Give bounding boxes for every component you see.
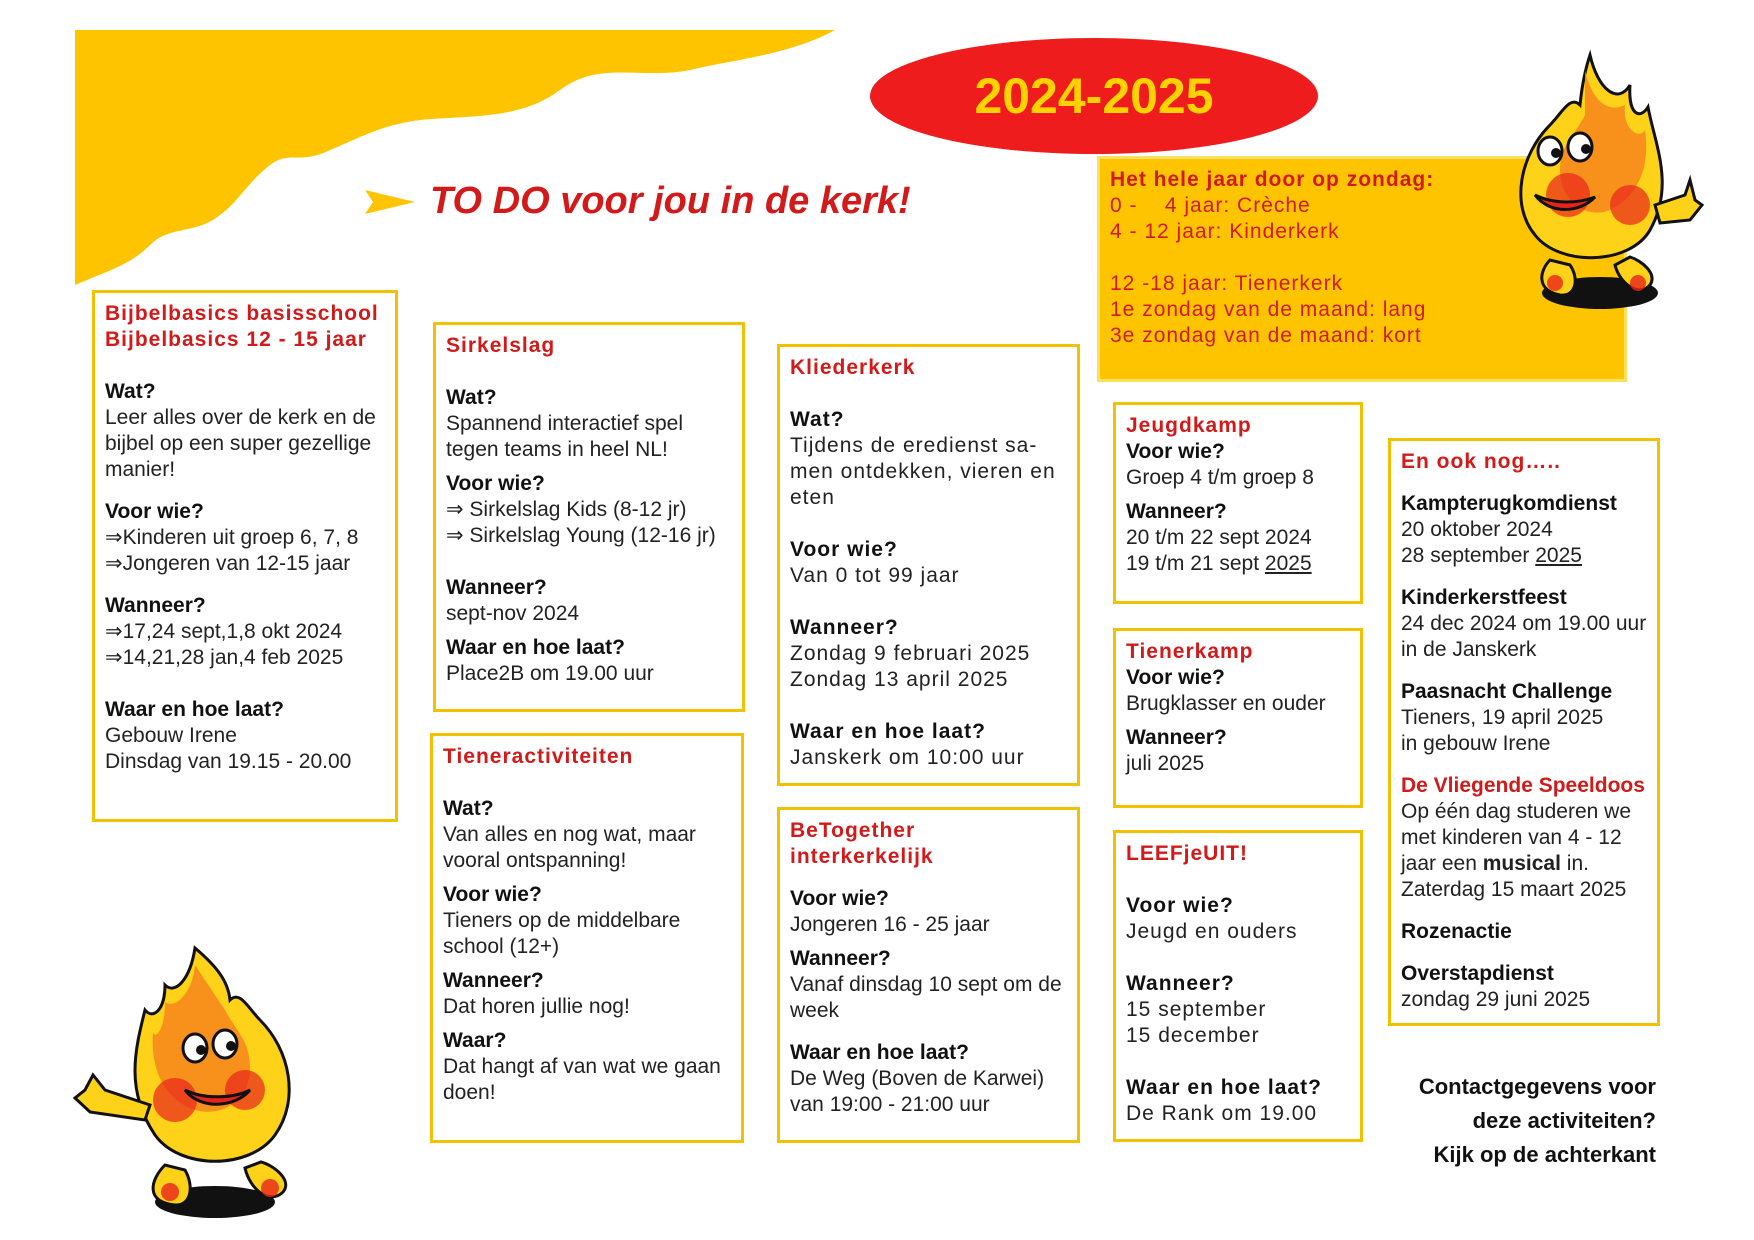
- answer-text: Zondag 13 april 2025: [790, 668, 1009, 691]
- item-text: 20 oktober 2024: [1401, 518, 1553, 541]
- sunday-line: 4 - 12 jaar: Kinderkerk: [1110, 220, 1340, 243]
- card-title: En ook nog…..: [1401, 450, 1561, 473]
- kliederkerk-card: [777, 344, 1080, 786]
- item-title: De Vliegende Speeldoos: [1401, 774, 1645, 797]
- answer-text: [1126, 551, 1350, 577]
- answer-text: sept-nov 2024: [446, 602, 580, 625]
- answer-text: Tieners op de middelbare school (12+): [443, 909, 681, 958]
- item-title: Paasnacht Challenge: [1401, 680, 1613, 703]
- item-text: Tieners, 19 april 2025: [1401, 706, 1604, 729]
- yellow-wave-decoration: [0, 0, 860, 300]
- question-label: Voor wie?: [1126, 440, 1225, 463]
- answer-text: juli 2025: [1126, 752, 1205, 775]
- tienerkamp-card: [1113, 628, 1363, 808]
- question-label: Wanneer?: [790, 616, 899, 639]
- bijbelbasics-card: [92, 290, 398, 822]
- card-title: BeTogether: [790, 819, 916, 842]
- answer-text: Zondag 9 februari 2025: [790, 642, 1031, 665]
- contact-line: deze activiteiten?: [1472, 1108, 1656, 1133]
- answer-text: ⇒Kinderen uit groep 6, 7, 8: [105, 526, 359, 549]
- question-label: Voor wie?: [1126, 894, 1234, 917]
- card-title: LEEFjeUIT!: [1126, 842, 1249, 865]
- answer-text: Van alles en nog wat, maar vooral ontspanning!: [443, 823, 696, 872]
- answer-text: Jongeren 16 - 25 jaar: [790, 913, 990, 936]
- card-title: Bijbelbasics basisschool: [105, 302, 379, 325]
- card-title: Bijbelbasics 12 - 15 jaar: [105, 328, 367, 351]
- answer-text-part: 2025: [1264, 552, 1312, 575]
- question-label: Wat?: [446, 386, 497, 409]
- contact-line: Kijk op de achterkant: [1433, 1142, 1656, 1167]
- card-title: Kliederkerk: [790, 356, 916, 379]
- answer-text: 15 september: [1126, 998, 1267, 1021]
- sunday-line: 3e zondag van de maand: kort: [1110, 324, 1422, 347]
- sirkelslag-card: [433, 322, 745, 712]
- question-label: Wanneer?: [1126, 726, 1227, 749]
- en-ook-nog-card: [1388, 438, 1660, 1026]
- card-title: Tieneractiviteiten: [443, 745, 634, 768]
- item-text: Zaterdag 15 maart 2025: [1401, 878, 1627, 901]
- answer-text: ⇒17,24 sept,1,8 okt 2024: [105, 620, 343, 643]
- answer-text: 20 t/m 22 sept 2024: [1126, 526, 1312, 549]
- item-title: Kinderkerstfeest: [1401, 586, 1567, 609]
- flame-mascot-icon: [1490, 45, 1710, 315]
- item-title: Kampterugkomdienst: [1401, 492, 1617, 515]
- question-label: Wanneer?: [105, 594, 206, 617]
- answer-text: De Rank om 19.00: [1126, 1102, 1318, 1125]
- answer-text: Place2B om 19.00 uur: [446, 662, 654, 685]
- card-title: Tienerkamp: [1126, 640, 1254, 663]
- arrow-icon: [365, 190, 415, 214]
- flame-mascot-icon: [65, 940, 315, 1230]
- question-label: Voor wie?: [105, 500, 204, 523]
- question-label: Waar?: [443, 1029, 507, 1052]
- item-text-part: musical: [1482, 852, 1561, 875]
- sunday-line: 12 -18 jaar: Tienerkerk: [1110, 272, 1344, 295]
- answer-text: ⇒ Sirkelslag Kids (8-12 jr): [446, 498, 687, 521]
- item-title: Overstapdienst: [1401, 962, 1554, 985]
- question-label: Wanneer?: [1126, 500, 1227, 523]
- answer-text: Jeugd en ouders: [1126, 920, 1298, 943]
- answer-text: Tijdens de eredienst sa-men ontdekken, vieren en eten: [790, 434, 1056, 509]
- answer-text: van 19:00 - 21:00 uur: [790, 1093, 990, 1116]
- answer-text: Brugklasser en ouder: [1126, 692, 1326, 715]
- answer-text: ⇒Jongeren van 12-15 jaar: [105, 552, 351, 575]
- answer-text: Leer alles over de kerk en de bijbel op een super gezellige manier!: [105, 406, 376, 481]
- answer-text: De Weg (Boven de Karwei): [790, 1067, 1045, 1090]
- question-label: Waar en hoe laat?: [105, 698, 284, 721]
- question-label: Voor wie?: [443, 883, 542, 906]
- jeugdkamp-card: [1113, 402, 1363, 604]
- answer-text-part: 19 t/m 21 sept: [1126, 552, 1265, 575]
- question-label: Wat?: [443, 797, 494, 820]
- item-text-part: 2025: [1535, 544, 1582, 567]
- question-label: Voor wie?: [446, 472, 545, 495]
- contact-text: [1330, 1070, 1656, 1172]
- answer-text: Janskerk om 10:00 uur: [790, 746, 1025, 769]
- card-title: interkerkelijk: [790, 845, 934, 868]
- answer-text: Dat hangt af van wat we gaan doen!: [443, 1055, 721, 1104]
- answer-text: Vanaf dinsdag 10 sept om de week: [790, 973, 1062, 1022]
- answer-text: Groep 4 t/m groep 8: [1126, 466, 1314, 489]
- answer-text: Dinsdag van 19.15 - 20.00: [105, 750, 352, 773]
- question-label: Waar en hoe laat?: [1126, 1076, 1322, 1099]
- question-label: Waar en hoe laat?: [790, 1041, 969, 1064]
- question-label: Waar en hoe laat?: [790, 720, 986, 743]
- answer-text: Van 0 tot 99 jaar: [790, 564, 960, 587]
- betogether-card: [777, 807, 1080, 1143]
- question-label: Wat?: [790, 408, 845, 431]
- answer-text: Spannend interactief spel tegen teams in heel NL!: [446, 412, 683, 461]
- tieneractiviteiten-card: [430, 733, 744, 1143]
- item-text: in gebouw Irene: [1401, 732, 1551, 755]
- question-label: Waar en hoe laat?: [446, 636, 625, 659]
- question-label: Voor wie?: [790, 538, 898, 561]
- question-label: Wanneer?: [1126, 972, 1235, 995]
- card-title: Sirkelslag: [446, 334, 556, 357]
- item-text: [1401, 543, 1647, 569]
- item-text: zondag 29 juni 2025: [1401, 988, 1591, 1011]
- page-title: TO DO voor jou in de kerk!: [430, 180, 911, 222]
- leefjeuit-card: [1113, 830, 1363, 1142]
- answer-text: Gebouw Irene: [105, 724, 237, 747]
- sunday-line: 1e zondag van de maand: lang: [1110, 298, 1427, 321]
- answer-text: ⇒14,21,28 jan,4 feb 2025: [105, 646, 344, 669]
- question-label: Wanneer?: [446, 576, 547, 599]
- item-text-part: 28 september: [1401, 544, 1536, 567]
- answer-text: 15 december: [1126, 1024, 1260, 1047]
- item-text: [1401, 799, 1647, 877]
- question-label: Wanneer?: [790, 947, 891, 970]
- item-text-part: in.: [1560, 852, 1589, 875]
- question-label: Wat?: [105, 380, 156, 403]
- card-title: Jeugdkamp: [1126, 414, 1252, 437]
- sunday-title: Het hele jaar door op zondag:: [1110, 168, 1435, 191]
- item-text-part: Op één dag studeren we met kinderen van 4 - 12 jaar een: [1401, 800, 1631, 875]
- item-text: 24 dec 2024 om 19.00 uur in de Janskerk: [1401, 612, 1647, 661]
- contact-line: Contactgegevens voor: [1418, 1074, 1656, 1099]
- question-label: Voor wie?: [1126, 666, 1225, 689]
- question-label: Wanneer?: [443, 969, 544, 992]
- answer-text: Dat horen jullie nog!: [443, 995, 630, 1018]
- year-text: 2024-2025: [974, 68, 1214, 124]
- item-title: Rozenactie: [1401, 920, 1512, 943]
- sunday-line: 0 - 4 jaar: Crèche: [1110, 194, 1311, 217]
- year-badge: [870, 38, 1318, 154]
- answer-text: ⇒ Sirkelslag Young (12-16 jr): [446, 524, 716, 547]
- question-label: Voor wie?: [790, 887, 889, 910]
